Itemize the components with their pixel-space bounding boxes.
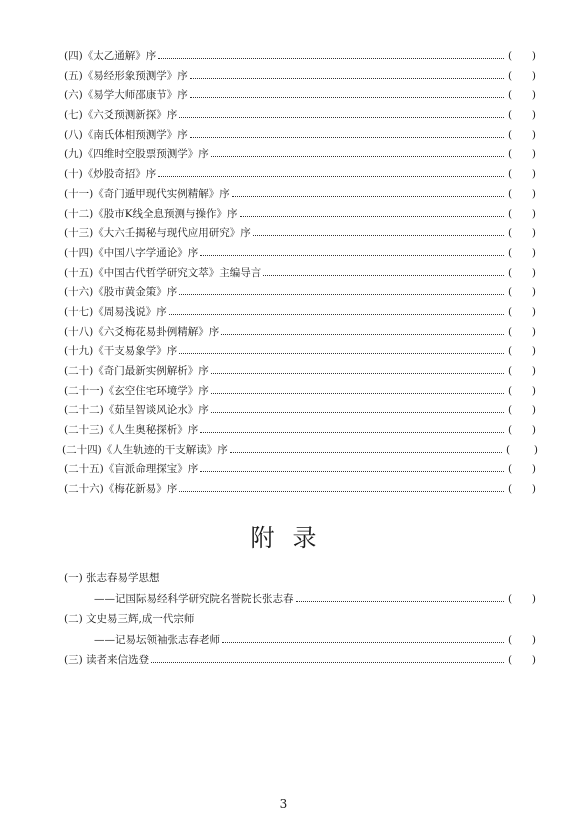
toc-entry-title: (七)《六爻预测新探》序 [64, 109, 178, 122]
toc-entry [64, 343, 536, 363]
toc-entry-title: (九)《四维时空股票预测学》序 [64, 148, 209, 161]
toc-entry [64, 265, 536, 285]
page-reference-open: ( [508, 207, 513, 220]
page-reference [508, 208, 536, 220]
dot-leader [240, 215, 504, 217]
toc-entry-title: (十二)《股市K线全息预测与操作》序 [64, 207, 238, 220]
toc-entry [64, 68, 536, 88]
page-reference-close: ) [531, 89, 536, 102]
page-reference-open: ( [508, 246, 513, 259]
toc-entry [64, 481, 536, 501]
dot-leader [222, 641, 504, 643]
page-reference-close: ) [531, 128, 536, 141]
toc-entry [64, 461, 536, 481]
page-reference [508, 345, 536, 357]
appendix-entry-title: (二) 文史易三辉,成一代宗师 [64, 613, 195, 625]
page-reference [508, 424, 536, 436]
page-reference [508, 227, 536, 239]
page-reference [508, 286, 536, 298]
page-reference-open: ( [508, 187, 513, 200]
toc-entry [64, 48, 536, 68]
page-reference-close: ) [531, 633, 536, 646]
toc-entry [64, 363, 536, 383]
page-reference-open: ( [508, 483, 513, 496]
page-reference-open: ( [508, 592, 513, 605]
page-reference-open: ( [508, 168, 513, 181]
toc-entry [64, 324, 536, 344]
page-reference [508, 463, 536, 475]
toc-entry-title: (十五)《中国古代哲学研究文萃》主编导言 [64, 266, 262, 279]
dot-leader [179, 490, 504, 492]
page-reference [508, 148, 536, 160]
page-reference [508, 247, 536, 259]
toc-entry [64, 422, 536, 442]
page-reference [508, 634, 536, 646]
page-reference-open: ( [508, 128, 513, 141]
page-reference [508, 50, 536, 62]
toc-entry [64, 87, 536, 107]
dot-leader [200, 431, 504, 433]
page-reference-close: ) [531, 266, 536, 279]
dot-leader [179, 293, 504, 295]
toc-entry [64, 225, 536, 245]
dot-leader [169, 313, 504, 315]
toc-entry [64, 146, 536, 166]
toc-entry [64, 383, 536, 403]
toc-entry [64, 127, 536, 147]
page-reference-close: ) [531, 384, 536, 397]
page-reference-close: ) [531, 286, 536, 299]
appendix-entry [64, 652, 536, 673]
page-reference-open: ( [508, 286, 513, 299]
dot-leader [179, 116, 504, 118]
dot-leader [190, 96, 504, 98]
toc-entry-title: (二十三)《人生奥秘探析》序 [64, 424, 199, 437]
page-reference [508, 483, 536, 495]
page-reference [508, 326, 536, 338]
toc-entry-title: (十九)《干支易象学》序 [64, 345, 178, 358]
toc-entry [64, 206, 536, 226]
toc-entry-title: (八)《南氏体相预测学》序 [64, 128, 188, 141]
page-reference-open: ( [506, 443, 511, 456]
page-reference [508, 593, 536, 605]
page-reference-close: ) [531, 187, 536, 200]
toc-entry-title: (十八)《六爻梅花易卦例精解》序 [64, 325, 220, 338]
appendix-entry [64, 570, 536, 591]
page-reference-open: ( [508, 424, 513, 437]
toc-entry-title: (五)《易经形象预测学》序 [64, 69, 188, 82]
appendix-list [64, 570, 536, 673]
dot-leader [190, 77, 504, 79]
page-reference-open: ( [508, 404, 513, 417]
page-reference-open: ( [508, 384, 513, 397]
table-of-contents [64, 48, 536, 501]
toc-entry-title: (十六)《股市黄金策》序 [64, 286, 178, 299]
page-reference [508, 365, 536, 377]
appendix-entry-title: ——记国际易经科学研究院名誉院长张志春 [94, 592, 294, 605]
appendix-entry-title: (三) 读者来信选登 [64, 654, 150, 666]
page-reference [508, 267, 536, 279]
page-reference-close: ) [531, 148, 536, 161]
page-reference-open: ( [508, 463, 513, 476]
page-reference-open: ( [508, 50, 513, 62]
page-reference-open: ( [508, 633, 513, 646]
dot-leader [211, 372, 504, 374]
dot-leader [211, 155, 504, 157]
dot-leader [158, 175, 504, 177]
toc-entry-title: (十七)《周易浅说》序 [64, 305, 167, 318]
dot-leader [151, 661, 504, 663]
page-reference [508, 70, 536, 82]
page-reference [508, 89, 536, 101]
toc-entry [64, 304, 536, 324]
page-reference-close: ) [531, 365, 536, 377]
toc-entry [64, 284, 536, 304]
page-reference [508, 188, 536, 200]
appendix-entry-title: ——记易坛领袖张志春老师 [94, 633, 220, 646]
dot-leader [200, 254, 504, 256]
toc-entry-title: (十一)《奇门遁甲现代实例精解》序 [64, 187, 230, 200]
page-reference [508, 306, 536, 318]
toc-entry [64, 402, 536, 422]
dot-leader [200, 470, 504, 472]
page-reference-open: ( [508, 365, 513, 377]
page-reference-close: ) [531, 654, 536, 666]
page-reference-open: ( [508, 345, 513, 358]
page-reference-open: ( [508, 305, 513, 318]
dot-leader [253, 234, 504, 236]
toc-entry-title: (二十一)《玄空住宅环境学》序 [64, 384, 209, 397]
appendix-entry [64, 611, 536, 632]
page-reference-close: ) [531, 305, 536, 318]
toc-entry-title: (二十四)《人生轨迹的干支解读》序 [62, 443, 228, 456]
dot-leader [158, 57, 504, 59]
page-reference-close: ) [531, 345, 536, 358]
page-reference-close: ) [531, 227, 536, 240]
toc-entry [62, 442, 538, 462]
toc-entry-title: (二十五)《盲派命理探宝》序 [64, 463, 199, 476]
page-reference-close: ) [531, 325, 536, 338]
toc-entry-title: (十四)《中国八字学通论》序 [64, 246, 199, 259]
page-reference [508, 654, 536, 666]
page-reference-close: ) [531, 69, 536, 82]
toc-entry [64, 245, 536, 265]
toc-entry-title: (六)《易学大师邵康节》序 [64, 89, 188, 102]
page-reference [508, 129, 536, 141]
page-reference [508, 109, 536, 121]
page-reference-close: ) [533, 443, 538, 456]
page-reference-open: ( [508, 69, 513, 82]
page-reference-close: ) [531, 207, 536, 220]
page-reference-open: ( [508, 148, 513, 161]
dot-leader [296, 600, 505, 602]
toc-entry-title: (十)《炒股奇招》序 [64, 168, 157, 181]
page-reference-open: ( [508, 109, 513, 122]
page-reference-open: ( [508, 266, 513, 279]
page-reference-close: ) [531, 50, 536, 62]
page-reference [508, 168, 536, 180]
page-reference-close: ) [531, 463, 536, 476]
page-reference-close: ) [531, 424, 536, 437]
appendix-entry [64, 591, 536, 612]
toc-entry-title: (二十二)《茹呈智谈风论水》序 [64, 404, 209, 417]
page-reference-open: ( [508, 89, 513, 102]
dot-leader [211, 411, 504, 413]
page-reference [508, 385, 536, 397]
toc-entry-title: (二十六)《梅花新易》序 [64, 483, 178, 496]
page-reference [506, 444, 538, 456]
page-reference-close: ) [531, 109, 536, 122]
toc-entry [64, 107, 536, 127]
page-reference-open: ( [508, 227, 513, 240]
page-reference-close: ) [531, 483, 536, 496]
toc-entry-title: (二十)《奇门最新实例解析》序 [64, 365, 209, 377]
dot-leader [263, 274, 504, 276]
toc-entry-title: (十三)《大六壬揭秘与现代应用研究》序 [64, 227, 251, 240]
toc-entry-title: (四)《太乙通解》序 [64, 50, 157, 62]
toc-entry [64, 186, 536, 206]
page-reference-open: ( [508, 654, 513, 666]
dot-leader [221, 333, 504, 335]
page-number: 3 [279, 797, 288, 811]
dot-leader [211, 392, 504, 394]
page-reference-close: ) [531, 246, 536, 259]
appendix-entry [64, 632, 536, 653]
page-reference-close: ) [531, 592, 536, 605]
dot-leader [190, 136, 504, 138]
page-reference-close: ) [531, 404, 536, 417]
page-reference-close: ) [531, 168, 536, 181]
page-reference [508, 404, 536, 416]
appendix-heading: 附录 [250, 524, 335, 552]
dot-leader [179, 352, 504, 354]
dot-leader [230, 451, 502, 453]
page-reference-open: ( [508, 325, 513, 338]
toc-entry [64, 166, 536, 186]
appendix-entry-title: (一) 张志春易学思想 [64, 572, 160, 584]
dot-leader [232, 195, 504, 197]
